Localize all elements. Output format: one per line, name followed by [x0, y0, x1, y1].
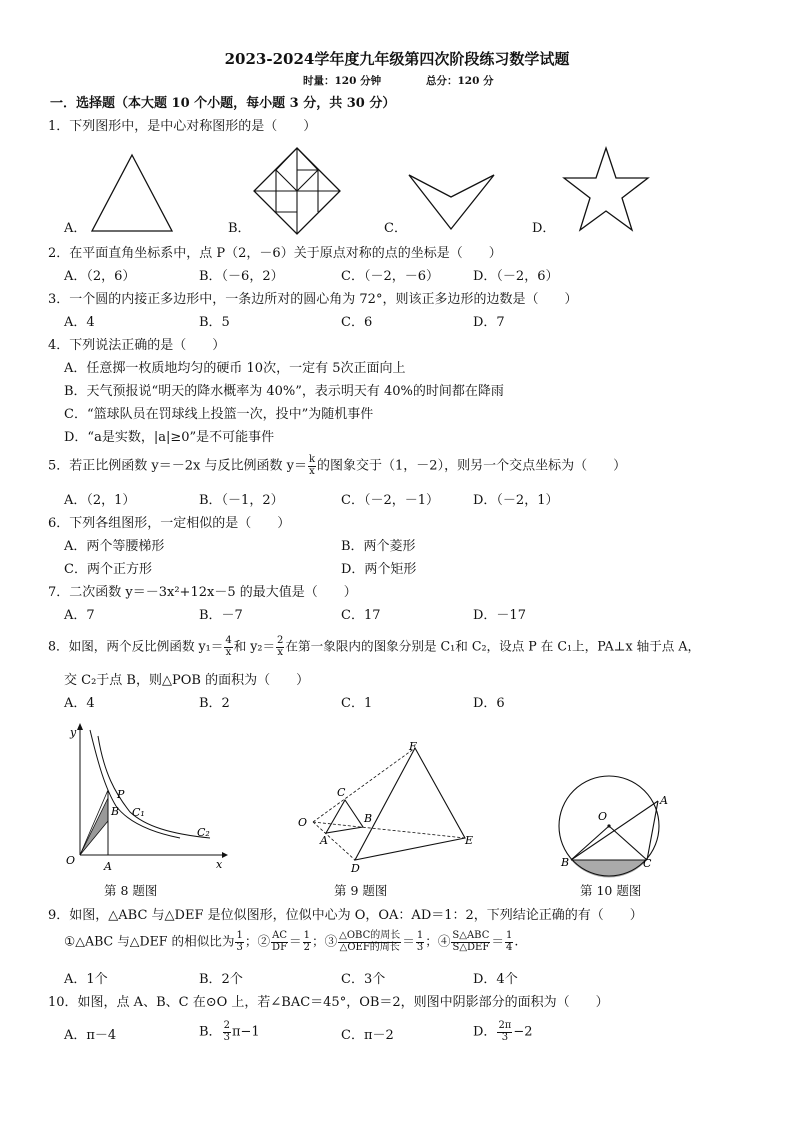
q8-f1-den: x	[225, 646, 232, 658]
q9-stmt1-text: ①△ABC 与△DEF 的相似比为	[64, 933, 235, 949]
q5-stem-part2: 的图象交于（1，－2），则另一个交点坐标为（ ）	[317, 458, 627, 474]
q9-stmt4-rnum: 1	[505, 930, 513, 941]
fig8-label-o: O	[66, 854, 76, 867]
q5-stem-part1: 5．若正比例函数 y＝－2x 与反比例函数 y＝	[48, 458, 307, 474]
q9-stmt2-den: DF	[272, 941, 288, 953]
q9-stmt2-marker: ；②	[244, 933, 271, 949]
q5-frac-den: x	[309, 465, 315, 477]
q6-option-a[interactable]: A．两个等腰梯形	[64, 539, 165, 554]
q9-stmt4-ratio	[505, 931, 513, 953]
fig9-label-c: C	[337, 786, 346, 799]
q10-option-b-label: B．	[199, 1024, 222, 1040]
q9-stmt3-frac	[338, 931, 401, 953]
q9-stmt3-rnum: 1	[416, 930, 424, 941]
q10-option-b[interactable]	[199, 1021, 260, 1043]
fig8-label-c1: C₁	[132, 806, 145, 819]
q6-option-c[interactable]: C．两个正方形	[64, 562, 152, 577]
q8-option-d[interactable]: D．6	[473, 696, 505, 711]
q9-option-c[interactable]: C．3个	[341, 972, 386, 987]
question-10-stem: 10．如图，点 A、B、C 在⊙O 上，若∠BAC＝45°，OB＝2，则图中阴影部分的面积为（ ）	[48, 995, 609, 1010]
q9-option-d[interactable]: D．4个	[473, 972, 518, 987]
q1-option-d[interactable]: D．	[532, 221, 556, 236]
q5-frac-num: k	[308, 454, 316, 465]
question-2-stem: 2．在平面直角坐标系中，点 P（2，－6）关于原点对称的点的坐标是（ ）	[48, 246, 502, 261]
q6-option-b[interactable]: B．两个菱形	[341, 539, 416, 554]
q2-option-c[interactable]: C．（－2，－6）	[341, 269, 439, 284]
q9-stmt-end: .	[514, 933, 519, 949]
q10-option-d-frac	[497, 1021, 512, 1043]
fig9-label-a: A	[320, 834, 328, 847]
q10-option-d-label: D．	[473, 1024, 497, 1040]
q1-option-c[interactable]: C．	[384, 221, 407, 236]
q9-stmt4-eq: ＝	[491, 933, 504, 949]
q1-option-b[interactable]: B．	[228, 221, 251, 236]
q10-option-b-frac	[223, 1021, 231, 1043]
q9-stmt2-num: AC	[272, 930, 287, 941]
q9-statements	[64, 931, 518, 953]
question-7-stem: 7．二次函数 y＝－3x²+12x－5 的最大值是（ ）	[48, 585, 357, 600]
question-5-stem	[48, 455, 626, 477]
fig8-label-p: P	[117, 788, 125, 801]
q8-option-c[interactable]: C．1	[341, 696, 373, 711]
q5-option-b[interactable]: B．（－1，2）	[199, 493, 284, 508]
q9-stmt4-num: S△ABC	[452, 930, 490, 941]
q5-option-c[interactable]: C．（－2，－1）	[341, 493, 439, 508]
q9-stmt2-ratio	[303, 931, 311, 953]
fig9-label-b: B	[364, 812, 373, 825]
q7-option-b[interactable]: B．－7	[199, 608, 243, 623]
q9-stmt3-num: △OBC的周长	[339, 930, 401, 941]
q8-fraction-2	[276, 636, 284, 658]
q9-stmt2-rnum: 1	[303, 930, 310, 941]
q9-stmt3-ratio	[416, 931, 424, 953]
q9-stmt3-eq: ＝	[402, 933, 415, 949]
q5-option-d[interactable]: D．（－2，1）	[473, 493, 559, 508]
q4-option-a[interactable]: A．任意掷一枚质地均匀的硬币 10次，一定有 5次正面向上	[64, 361, 406, 376]
question-6-stem: 6．下列各组图形，一定相似的是（ ）	[48, 516, 291, 531]
fig9-label-o: O	[298, 816, 308, 829]
fig10-label-c: C	[643, 857, 652, 870]
q8-f1-num: 4	[225, 635, 232, 646]
q7-option-a[interactable]: A．7	[64, 608, 95, 623]
exam-score: 总分：120 分	[426, 75, 494, 87]
q10-option-d[interactable]	[473, 1021, 533, 1043]
q8-f2-num: 2	[277, 635, 284, 646]
q10-d-den: 3	[501, 1031, 509, 1043]
question-4-stem: 4．下列说法正确的是（ ）	[48, 338, 226, 353]
q9-stmt2-rden: 2	[303, 941, 310, 953]
section-heading: 一．选择题（本大题 10 个小题，每小题 3 分，共 30 分）	[50, 96, 396, 111]
q8-stem-part3: 在第一象限内的图象分别是 C₁和 C₂，设点 P 在 C₁上，PA⊥x 轴于点 A，	[285, 638, 701, 654]
q1-star-figure	[556, 146, 656, 236]
q9-stmt1-num: 1	[236, 930, 243, 941]
q8-option-b[interactable]: B．2	[199, 696, 230, 711]
q7-option-c[interactable]: C．17	[341, 608, 381, 623]
q5-fraction	[308, 455, 316, 477]
q8-stem-part1: 8．如图，两个反比例函数 y₁＝	[48, 638, 224, 654]
q10-d-num: 2π	[498, 1020, 512, 1031]
q7-option-d[interactable]: D．－17	[473, 608, 526, 623]
q9-stmt4-marker: ；④	[425, 933, 451, 949]
fig8-label-c2: C₂	[197, 826, 210, 839]
q9-stmt4-rden: 4	[505, 941, 513, 953]
q10-option-c[interactable]: C．π－2	[341, 1028, 394, 1043]
fig9-label-d: D	[351, 862, 360, 875]
fig8-label-a: A	[104, 860, 112, 873]
q9-stmt3-den: △OEF的周长	[339, 941, 400, 953]
q1-pinwheel-figure	[252, 146, 342, 236]
page-title: 2023-2024学年度九年级第四次阶段练习数学试题	[224, 50, 570, 68]
question-1-stem: 1．下列图形中，是中心对称图形的是（ ）	[48, 119, 317, 134]
q4-option-c[interactable]: C．“篮球队员在罚球线上投篮一次，投中”为随机事件	[64, 407, 374, 422]
question-9-stem: 9．如图，△ABC 与△DEF 是位似图形，位似中心为 O，OA：AD＝1：2，下列结论正确的有（ ）	[48, 908, 643, 923]
q10-b-den: 3	[223, 1031, 230, 1043]
figure-10	[555, 790, 675, 875]
q9-stmt4-frac	[451, 931, 490, 953]
fig10-label-b: B	[561, 856, 570, 869]
q9-stmt4-den: S△DEF	[452, 941, 490, 953]
q9-stmt1-den: 3	[236, 941, 243, 953]
q1-triangle-figure	[92, 153, 192, 233]
q3-option-b[interactable]: B．5	[199, 315, 230, 330]
q5-option-a[interactable]: A．（2，1）	[64, 493, 136, 508]
fig8-label-x: x	[216, 858, 223, 871]
q8-f2-den: x	[277, 646, 284, 658]
q2-option-a[interactable]: A．（2，6）	[64, 269, 136, 284]
q9-stmt2-frac	[271, 931, 288, 953]
question-8-stem	[48, 636, 700, 658]
q1-option-a[interactable]: A．	[64, 221, 87, 236]
q10-d-tail: −2	[513, 1024, 533, 1040]
q2-option-d[interactable]: D．（－2，6）	[473, 269, 559, 284]
q6-option-d[interactable]: D．两个矩形	[341, 562, 417, 577]
fig8-label-y: y	[70, 726, 77, 739]
figure-9	[293, 738, 493, 878]
q3-option-c[interactable]: C．6	[341, 315, 373, 330]
q9-stmt1-frac	[235, 931, 243, 953]
fig9-label-f: F	[409, 740, 417, 753]
q10-b-tail: π−1	[231, 1024, 260, 1040]
q8-stem-line2: 交 C₂于点 B，则△POB 的面积为（ ）	[64, 673, 310, 688]
q3-option-d[interactable]: D．7	[473, 315, 505, 330]
q8-stem-part2: 和 y₂＝	[233, 638, 276, 654]
q4-option-d[interactable]: D．“a是实数，|a|≥0”是不可能事件	[64, 430, 275, 445]
fig8-label-b: B	[111, 805, 120, 818]
figure-8-caption: 第 8 题图	[104, 883, 158, 898]
figure-8	[60, 718, 235, 878]
q9-stmt3-marker: ；③	[311, 933, 338, 949]
question-3-stem: 3．一个圆的内接正多边形中，一条边所对的圆心角为 72°，则该正多边形的边数是（ ）	[48, 292, 578, 307]
fig10-label-a: A	[660, 794, 668, 807]
q3-option-a[interactable]: A．4	[64, 315, 95, 330]
fig10-label-o: O	[598, 810, 608, 823]
q10-b-num: 2	[223, 1020, 230, 1031]
q2-option-b[interactable]: B．（－6，2）	[199, 269, 284, 284]
q9-option-a[interactable]: A．1个	[64, 972, 108, 987]
q8-option-a[interactable]: A．4	[64, 696, 95, 711]
q9-option-b[interactable]: B．2个	[199, 972, 243, 987]
figure-10-caption: 第 10 题图	[580, 883, 642, 898]
figure-9-caption: 第 9 题图	[334, 883, 388, 898]
fig9-label-e: E	[465, 834, 474, 847]
q8-fraction-1	[224, 636, 232, 658]
q9-stmt3-rden: 3	[416, 941, 424, 953]
q9-stmt2-eq: ＝	[289, 933, 302, 949]
q4-option-b[interactable]: B．天气预报说“明天的降水概率为 40%”，表示明天有 40%的时间都在降雨	[64, 384, 504, 399]
exam-time: 时量：120 分钟	[303, 75, 382, 87]
q1-chevron-figure	[407, 173, 497, 233]
q10-option-a[interactable]: A．π－4	[64, 1028, 117, 1043]
